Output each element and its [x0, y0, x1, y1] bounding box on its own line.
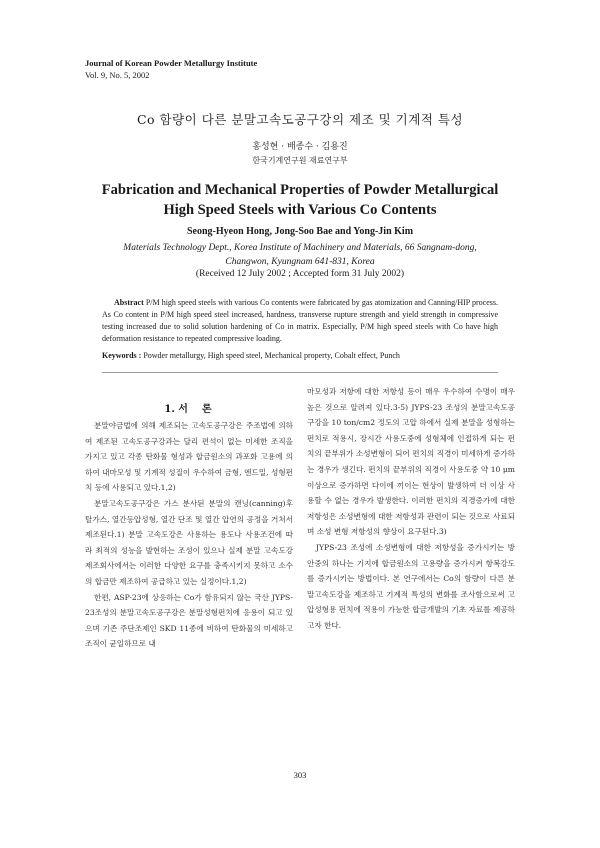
abstract-label: Abstract — [114, 298, 144, 307]
title-english — [60, 180, 540, 220]
abstract-text: P/M high speed steels with various Co contents were fabricated by gas atomization and Canning/HIP process. As Co content in P/M high speed steel increased, hardness, transverse rupture strength and yield strength in compressive testing increased due to solid solution hardening of Co in matrix. Especially, P/M high speed steels with Co have high deformation resistance to repeated compressive loading. — [102, 298, 499, 343]
authors-korean: 홍성현 · 배종수 · 김용진 — [252, 142, 348, 152]
received-dates: (Received 12 July 2002 ; Accepted form 31 July 2002) — [195, 269, 405, 279]
journal-name: Journal of Korean Powder Metallurgy Institute — [85, 58, 258, 68]
paragraph: 한편, ASP-23에 상응하는 Co가 함유되지 않는 국산 JYPS-23조성의 분말고속도공구강은 분말성형펀치에 응용이 되고 있으며 기존 주단조제인 SKD 11종에 비하여 탄화물의 미세하고 조직이 균일하므로 내 — [85, 592, 293, 649]
right-column — [307, 384, 515, 634]
title-korean: Co 함량이 다른 분말고속도공구강의 제조 및 기계적 특성 — [136, 112, 464, 127]
keywords-text: Powder metallurgy, High speed steel, Mechanical property, Cobalt effect, Punch — [143, 351, 400, 360]
paragraph: 분말고속도공구강은 가스 분사된 분말의 캔닝(canning)후 탈가스, 열간등압성형, 열간 단조 및 열간 압연의 공정을 거쳐서 제조된다.1) 분말 고속도강은 사용하는 용도나 사용조건에 따라 최적의 성능을 발현하는 조성이 있으나 실제 분말 고속도강 제조회사에서는 이러한 다양한 요구를 충족시키지 못하고 소수의 합금만 제조하여 공급하고 있는 실정이다.1,2) — [85, 498, 293, 586]
keywords — [102, 350, 498, 362]
paragraph: 마모성과 저항에 대한 저항성 등이 매우 우수하여 수명이 매우 높은 것으로 알려져 있다.3-5) JYPS-23 조성의 분말고속도공구강을 10 ton/cm2 정도의 고압 하에서 실제 분말을 성형하는 펀치로 적용시, 장시간 사용도중에 성형체에 인접하게 되는 펀치의 끝부위가 소성변형이 되어 편치의 직경이 미세하게 증가하는 경우가 생긴다. 펀치의 끝부위의 직경이 사용도중 약 10 μm 이상으로 증가하면 다이에 끼이는 현상이 발생하여 더 이상 사용할 수 없는 경우가 발생한다. 이러한 펀치의 직경증가에 대한 저항성은 소성변형에 대한 저항성과 관련이 되는 것으로 사료되며 소성 변형 저항성의 향상이 요구된다.3) — [307, 387, 515, 537]
affiliation-english-line1: Materials Technology Dept., Korea Institute of Machinery and Materials, 66 Sangnam-dong, — [123, 243, 477, 253]
section-title: 론 — [201, 404, 212, 415]
left-column — [85, 418, 293, 652]
journal-volume: Vol. 9, No. 5, 2002 — [85, 70, 150, 80]
section-heading — [85, 400, 291, 415]
affiliation-korean: 한국기계연구원 재료연구부 — [252, 156, 348, 165]
journal-header — [85, 57, 257, 81]
authors-english: Seong-Hyeon Hong, Jong-Soo Bae and Yong-Jin Kim — [186, 226, 414, 237]
affiliation-english-line2: Changwon, Kyungnam 641-831, Korea — [225, 257, 375, 267]
affiliation-english — [0, 241, 600, 269]
abstract — [102, 297, 498, 345]
page-number: 303 — [293, 770, 307, 780]
title-english-line1: Fabrication and Mechanical Properties of Powder Metallurgical — [101, 182, 499, 198]
paragraph: JYPS-23 조성에 소성변형에 대한 저항성을 증가시키는 방안중의 하나는 기지에 합금원소의 고용량을 증가시켜 항복강도를 증가시키는 방법이다. 본 연구에서는 Co의 함량이 다른 분말고속도강을 제조하고 기계적 특성의 변화를 조사함으로써 고압성형용 펀치에 적용이 가능한 합금개발의 기초 자료를 제공하고자 한다. — [307, 542, 515, 630]
title-english-line2: High Speed Steels with Various Co Contents — [163, 202, 437, 218]
section-number: 1. 서 — [164, 404, 188, 415]
divider — [102, 372, 498, 373]
keywords-label: Keywords : — [102, 351, 142, 360]
paragraph: 분말야금법에 의해 제조되는 고속도공구강은 주조법에 의하여 제조된 고속도공구강과는 달리 편석이 없는 미세한 조직을 가지고 있고 각종 탄화물 형성과 합금원소의 과포화 고용에 의하여 내마모성 및 기계적 성질이 우수하여 금형, 엔드밀, 성형펀치 등에 사용되고 있다.1,2) — [85, 421, 293, 493]
